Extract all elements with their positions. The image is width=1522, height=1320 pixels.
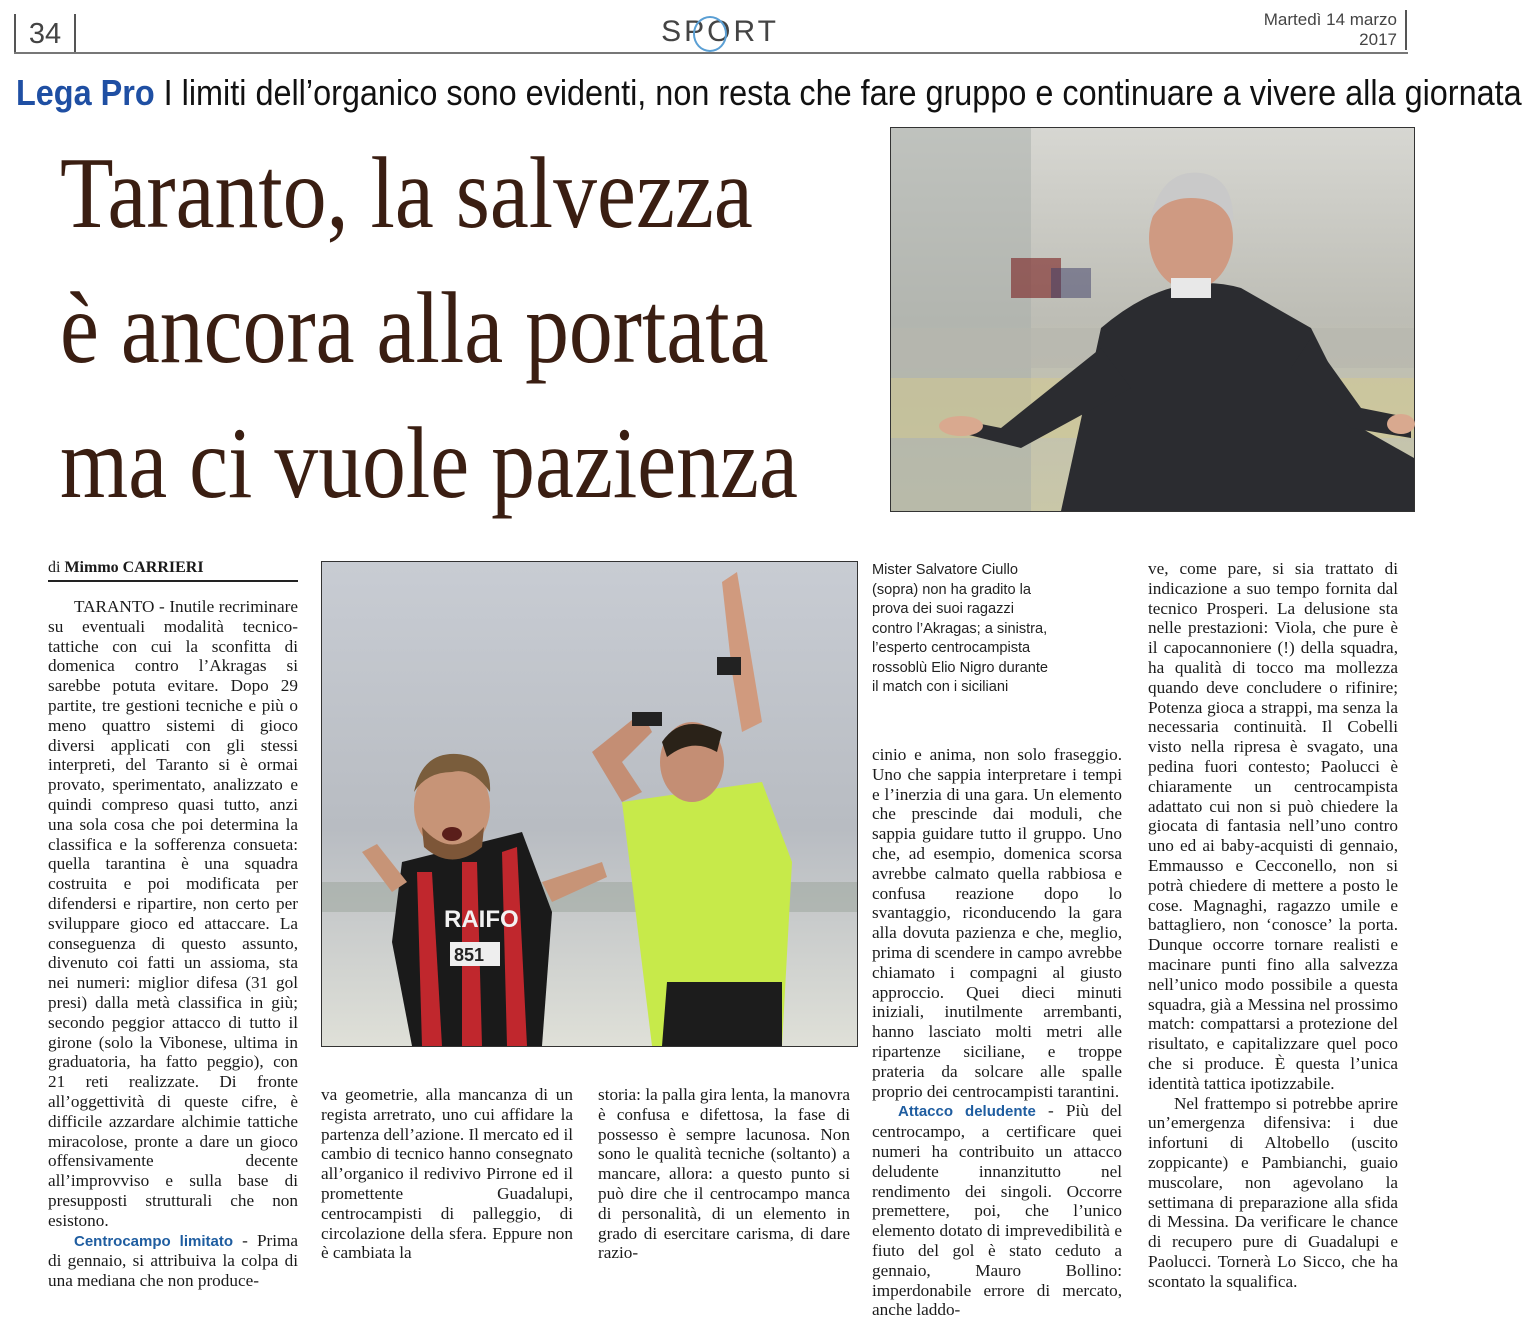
paragraph-text: - Più del centrocampo, a certificare quei numeri ha contribuito un attacco deludente innanzitutto nel rendimento dei singoli. Occorre premettere, poi, che l’unico elemento dotato di imprevedibilità e fiuto del gol è stato ceduto a gennaio, Mauro Bollino: imperdonabile errore di mercato, anche laddo- — [872, 1101, 1122, 1320]
paragraph-text: - Prima di gennaio, si attribuiva la colpa di una mediana che non produce- — [48, 1230, 298, 1291]
issue-date — [1237, 10, 1407, 50]
header-rule — [14, 52, 1408, 54]
paragraph: TARANTO - Inutile recriminare su eventuali modalità tecnico-tattiche con cui la sconfitta di domenica contro l’Akragas si sarebbe potuta evitare. Dopo 29 partite, tre gestioni tecniche e più o meno quattro sistemi di gioco diversi applicati con gli stessi interpreti, del Taranto si è ormai provato, sperimentato, analizzato e quindi compreso quasi tutto, anzi una sola cosa che poi determina la classifica e la sofferenza consueta: quella tarantina è una squadra costruita e poi modificata per difendersi e ripartire, non certo per sviluppare gioco ed attaccare. La conseguenza di questo assunto, divenuto coi fatti un assioma, sta nei numeri: miglior difesa (31 gol presi) dalla metà classifica in giù; secondo peggior attacco di tutto il girone (solo la Vibonese, ultima in graduatoria, ha fatto peggio), con 21 reti realizzate. Di fronte all’oggettività di queste cifre, è difficile azzardare alchimie tattiche miracolose, pronte a dare un gioco offensivamente decente all’improvviso e sulla base di presupposti strutturali che non esistono. — [48, 597, 298, 1230]
headline — [60, 126, 798, 531]
section-name: SPORT — [661, 15, 779, 48]
kicker — [16, 70, 1522, 116]
match-photo-image — [322, 562, 857, 1046]
paragraph: va geometrie, alla mancanza di un regista arretrato, uno cui affidare la partenza dell’azione. Il mercato ed il cambio di tecnico hanno consegnato all’organico il redivivo Pirrone ed il promettente Guadalupi, centrocampisti di palleggio, di circolazione della sfera. Eppure non è cambiata la — [321, 1085, 573, 1263]
match-photo — [321, 561, 858, 1047]
shirt-sponsor: RAIFO — [444, 906, 519, 933]
shirt-number: 851 — [454, 945, 485, 965]
byline-prefix: di — [48, 559, 61, 576]
article-column-3 — [598, 1085, 850, 1263]
headline-line-1: Taranto, la salvezza — [60, 137, 753, 250]
paragraph: storia: la palla gira lenta, la manovra è confusa e difettosa, la fase di possesso è sempre lacunosa. Non sono le qualità tecniche (soltanto) a mancare, allora: a questo punto si può dire che il centrocampo manca di personalità, di un elemento in grado di esercitare carisma, di dare razio- — [598, 1085, 850, 1263]
date-line: Martedì 14 marzo — [1263, 10, 1397, 29]
section-logo — [640, 12, 800, 52]
headline-line-3: ma ci vuole pazienza — [60, 407, 798, 520]
paragraph: Nel frattempo si potrebbe aprire un’emergenza difensiva: i due infortuni di Altobello (uscito zoppicante) e Pambianchi, guaio muscolare, non agevolano la settimana di preparazione alla sfida di Messina. Da verificare le chance di recupero pure di Guadalupi e Paolucci. Tornerà Lo Sicco, che ha scontato la squalifica. — [1148, 1093, 1398, 1291]
kicker-tag: Lega Pro — [16, 72, 155, 113]
byline-author: Mimmo CARRIERI — [64, 559, 204, 576]
article-column-5 — [1148, 559, 1398, 1291]
headline-line-2: è ancora alla portata — [60, 272, 769, 385]
page-number: 34 — [14, 14, 76, 52]
subheading: Attacco deludente — [898, 1103, 1036, 1121]
paragraph: ve, come pare, si sia trattato di indicazione a suo tempo fornita dal tecnico Prosperi. La delusione sta nelle prestazioni: Viola, che pure è il capocannoniere (!) della squadra, ha qualità di tocco ma mollezza quando deve concludere o rifinire; Potenza gioca a strappi, ma senza la necessaria continuità. Il Cobelli visto nella ripresa è svagato, una pedina fuori contesto; Paolucci è chiaramente un centrocampista adattato cui non si può chiedere la giocata di fantasia nell’uno contro uno ed ai baby-acquisti di gennaio, Emmausso e Cecconello, non si potrà chiedere di mettere a posto le cose. Magnaghi, ragazzo umile e battagliero, non ‘conosce’ la porta. Dunque occorre tornare realisti e macinare punti fino alla salvezza nell’unico modo possibile a questa squadra, già a Messina nel prossimo match: compattarsi a protezione del risultato, e capitalizzare quel poco che si produce. È questa l’unica identità tattica ipotizzabile. — [1148, 559, 1398, 1093]
article-column-4 — [872, 745, 1122, 1320]
kicker-text: I limiti dell’organico sono evidenti, non resta che fare gruppo e continuare a vivere alla giornata — [163, 72, 1522, 113]
byline — [48, 559, 298, 582]
article-column-1 — [48, 597, 298, 1291]
photo-caption: Mister Salvatore Ciullo (sopra) non ha gradito la prova dei suoi ragazzi contro l’Akragas; a sinistra, l’esperto centrocampista rossoblù Elio Nigro durante il match con i siciliani — [872, 562, 1049, 695]
coach-photo-image — [891, 128, 1414, 511]
article-column-2 — [321, 1085, 573, 1263]
paragraph: cinio e anima, non solo fraseggio. Uno che sappia interpretare i tempi e l’inerzia di una gara. Un elemento che prescinde dai moduli, che sappia guidare tutto il gruppo. Uno che, ad esempio, domenica scorsa avrebbe calmato quella rabbiosa e confusa reazione dopo lo svantaggio, riconducendo la gara alla dovuta pazienza e che, meglio, prima di scendere in campo avrebbe chiamato i compagni al giusto approccio. Quei dieci minuti iniziali, inutilmente arrembanti, hanno lasciato molti metri alle ripartenze siciliane, e troppe prateria da solcare alle spalle proprio dei centrocampisti tarantini. — [872, 745, 1122, 1101]
subheading: Centrocampo limitato — [74, 1232, 233, 1250]
year-line: 2017 — [1359, 30, 1397, 49]
q-logo-icon — [693, 16, 727, 52]
coach-photo — [890, 127, 1415, 512]
